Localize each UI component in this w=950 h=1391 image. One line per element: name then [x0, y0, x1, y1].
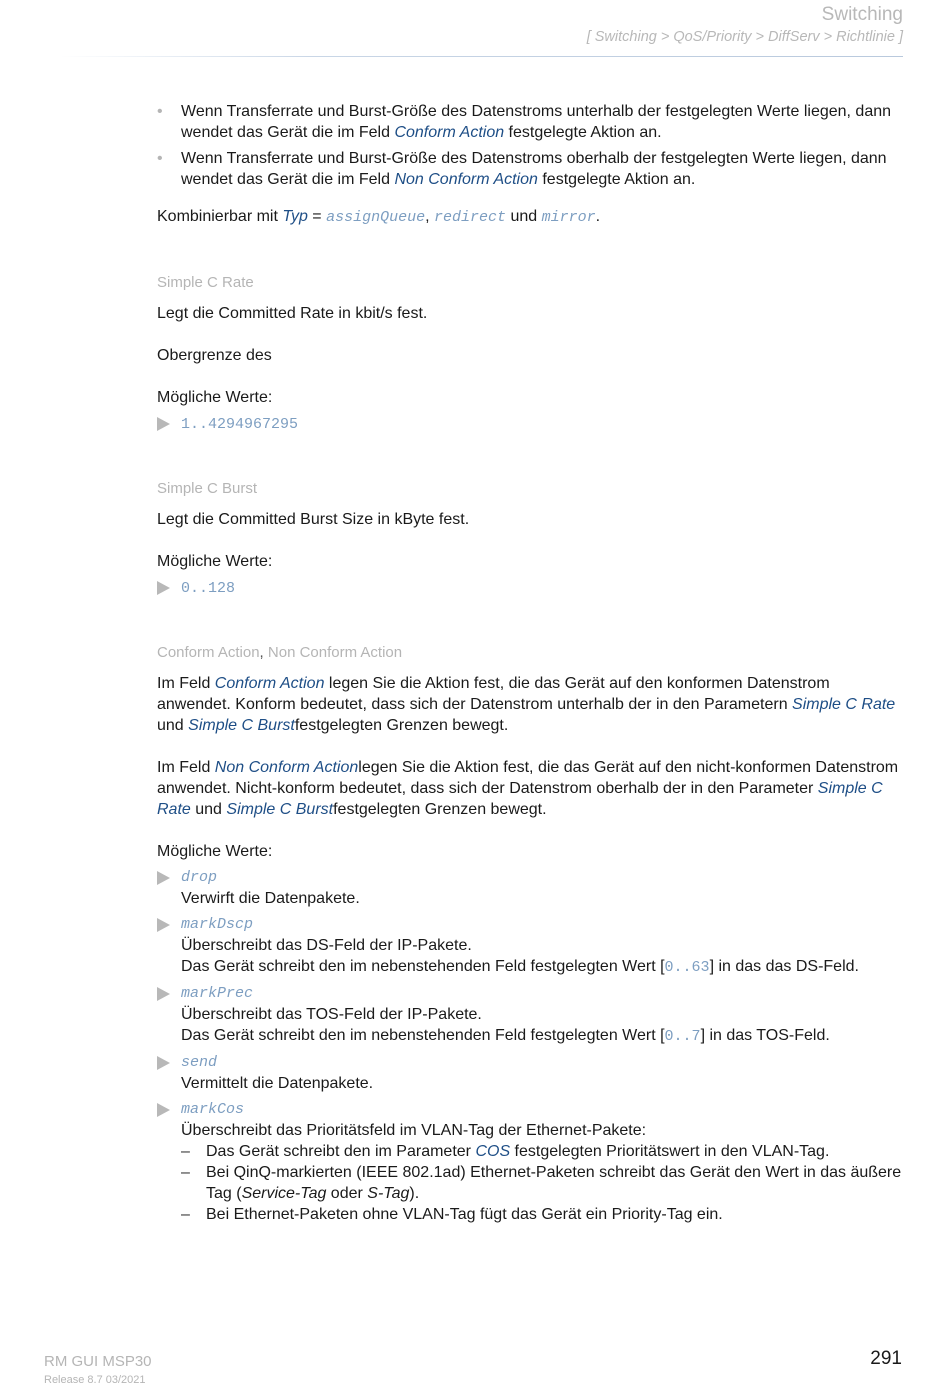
- text: legen Sie die Aktion fest, die das Gerät auf den nicht-konformen Datenstrom anwendet. Nicht-konform bedeutet, dass sich der Datenstrom oberhalb der in den Parameter: [157, 759, 899, 797]
- value-markdscp: markDscp: [181, 916, 254, 933]
- markprec-detail: [181, 1025, 907, 1047]
- dash-icon: –: [181, 1143, 190, 1160]
- triangle-bullet-icon: [157, 871, 170, 885]
- text: und: [190, 801, 227, 818]
- text: festgelegten Grenzen bewegt.: [294, 717, 509, 734]
- section-heading-simple-c-rate: Simple C Rate: [157, 274, 254, 291]
- triangle-bullet-icon: [157, 987, 170, 1001]
- triangle-bullet-icon: [157, 417, 170, 431]
- text: Das Gerät schreibt den im Parameter: [206, 1143, 476, 1160]
- markcos-description: Überschreibt das Prioritätsfeld im VLAN-Tag der Ethernet-Pakete:: [181, 1122, 647, 1139]
- list-item: [157, 914, 907, 978]
- simple-c-rate-link[interactable]: Simple C Rate: [157, 780, 883, 818]
- section-heading-actions: [157, 642, 907, 663]
- conform-paragraph: [157, 673, 907, 736]
- rate-note: Obergrenze des: [157, 347, 272, 364]
- text: Kombinierbar mit: [157, 208, 283, 225]
- conform-action-link[interactable]: Conform Action: [394, 124, 505, 141]
- text: festgelegten Grenzen bewegt.: [333, 801, 547, 818]
- text: Das Gerät schreibt den im nebenstehenden Feld festgelegten Wert [: [181, 1027, 665, 1044]
- text: Bei QinQ-markierten (IEEE 802.1ad) Ethernet-Paketen schreibt das Gerät den Wert in das äußere Tag (: [206, 1164, 902, 1202]
- text: =: [307, 208, 327, 225]
- text: ] in das TOS-Feld.: [700, 1027, 830, 1044]
- text: Wenn Transferrate und Burst-Größe des Datenstroms oberhalb der festgelegten Werte liegen, dann wendet das Gerät die im Feld: [181, 150, 887, 188]
- page-number: 291: [870, 1348, 902, 1369]
- text: Bei Ethernet-Paketen ohne VLAN-Tag fügt das Gerät ein Priority-Tag ein.: [206, 1206, 723, 1223]
- triangle-bullet-icon: [157, 1056, 170, 1070]
- text: oder: [326, 1185, 368, 1202]
- burst-description: Legt die Committed Burst Size in kByte fest.: [157, 511, 470, 528]
- triangle-bullet-icon: [157, 581, 170, 595]
- simple-c-burst-link[interactable]: Simple C Burst: [188, 717, 295, 734]
- list-item: [157, 577, 907, 599]
- value-markprec: markPrec: [181, 985, 254, 1002]
- header-chapter-title: Switching: [821, 4, 903, 25]
- bullet-icon: •: [157, 103, 163, 120]
- markdscp-description: Überschreibt das DS-Feld der IP-Pakete.: [181, 937, 472, 954]
- combinable-note: [157, 206, 907, 228]
- footer-release: Release 8.7 03/2021: [44, 1374, 146, 1386]
- list-item: [157, 101, 907, 143]
- burst-range: 0..128: [181, 580, 236, 597]
- footer-document-name: RM GUI MSP30: [44, 1353, 152, 1370]
- list-item: [157, 1099, 907, 1225]
- value-redirect: redirect: [434, 209, 507, 226]
- list-item: [157, 1052, 907, 1094]
- drop-description: Verwirft die Datenpakete.: [181, 890, 360, 907]
- value-assignqueue: assignQueue: [326, 209, 426, 226]
- value-mirror: mirror: [541, 209, 596, 226]
- text: legen Sie die Aktion fest, die das Gerät auf den konformen Datenstrom anwendet. Konform bedeutet, dass sich der Datenstrom unterhalb der in den Parametern: [157, 675, 830, 713]
- sub-list-item: [181, 1162, 907, 1204]
- markprec-description: Überschreibt das TOS-Feld der IP-Pakete.: [181, 1006, 482, 1023]
- text: ] in das das DS-Feld.: [709, 958, 859, 975]
- cos-link[interactable]: COS: [475, 1143, 511, 1160]
- send-description: Vermittelt die Datenpakete.: [181, 1075, 374, 1092]
- markdscp-detail: [181, 956, 907, 978]
- section-heading-simple-c-burst: Simple C Burst: [157, 480, 258, 497]
- value-send: send: [181, 1054, 218, 1071]
- conform-action-link[interactable]: Conform Action: [214, 675, 325, 692]
- possible-values-label: Mögliche Werte:: [157, 843, 273, 860]
- triangle-bullet-icon: [157, 1103, 170, 1117]
- non-conform-paragraph: [157, 757, 907, 820]
- text: ,: [425, 208, 435, 225]
- text: Conform Action: [157, 644, 260, 661]
- text: .: [595, 208, 601, 225]
- text: ).: [409, 1185, 420, 1202]
- text: Im Feld: [157, 759, 215, 776]
- text: Service-Tag: [241, 1185, 327, 1202]
- text: festgelegte Aktion an.: [537, 171, 696, 188]
- rate-range: 1..4294967295: [181, 416, 299, 433]
- text: Non Conform Action: [267, 644, 403, 661]
- list-item: [157, 983, 907, 1047]
- dscp-range: 0..63: [664, 959, 710, 976]
- non-conform-action-link[interactable]: Non Conform Action: [394, 171, 538, 188]
- value-drop: drop: [181, 869, 218, 886]
- non-conform-action-link[interactable]: Non Conform Action: [214, 759, 359, 776]
- sub-list-item: [181, 1141, 907, 1162]
- dash-icon: –: [181, 1164, 190, 1181]
- text: und: [506, 208, 542, 225]
- possible-values-label: Mögliche Werte:: [157, 389, 273, 406]
- header-divider: [60, 56, 903, 57]
- text: Das Gerät schreibt den im nebenstehenden Feld festgelegten Wert [: [181, 958, 665, 975]
- bullet-icon: •: [157, 150, 163, 167]
- list-item: [157, 413, 907, 435]
- dash-icon: –: [181, 1206, 190, 1223]
- text: ,: [259, 644, 268, 661]
- simple-c-burst-link[interactable]: Simple C Burst: [226, 801, 334, 818]
- list-item: [157, 148, 907, 190]
- value-markcos: markCos: [181, 1101, 245, 1118]
- possible-values-label: Mögliche Werte:: [157, 553, 273, 570]
- text: und: [157, 717, 189, 734]
- page-content: [157, 101, 907, 1225]
- typ-link[interactable]: Typ: [282, 208, 308, 225]
- triangle-bullet-icon: [157, 918, 170, 932]
- text: festgelegte Aktion an.: [504, 124, 662, 141]
- text: Wenn Transferrate und Burst-Größe des Datenstroms unterhalb der festgelegten Werte liegen, dann wendet das Gerät die im Feld: [181, 103, 892, 141]
- list-item: [157, 867, 907, 909]
- prec-range: 0..7: [664, 1028, 701, 1045]
- sub-list-item: [181, 1204, 907, 1225]
- text: S-Tag: [367, 1185, 410, 1202]
- simple-c-rate-link[interactable]: Simple C Rate: [792, 696, 896, 713]
- rate-description: Legt die Committed Rate in kbit/s fest.: [157, 305, 428, 322]
- header-breadcrumb: [ Switching > QoS/Priority > DiffServ > Richtlinie ]: [586, 29, 903, 45]
- text: festgelegten Prioritätswert in den VLAN-Tag.: [510, 1143, 830, 1160]
- text: Im Feld: [157, 675, 215, 692]
